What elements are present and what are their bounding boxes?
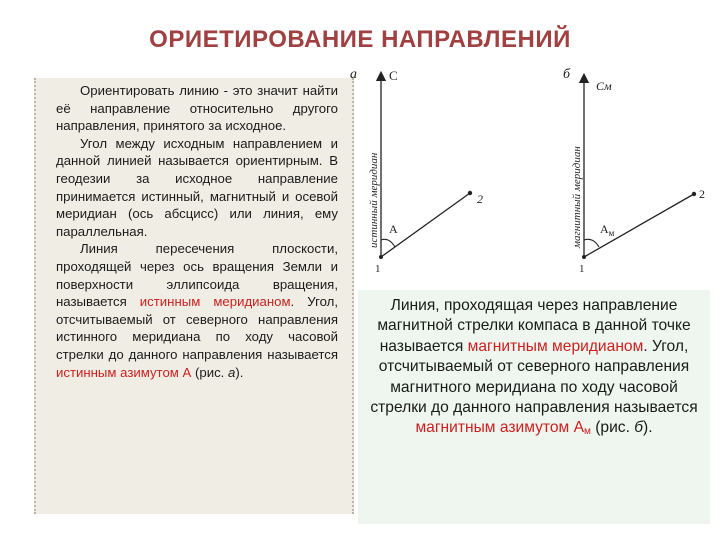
point-2-b xyxy=(692,192,696,196)
angle-label-a: А xyxy=(389,222,398,236)
paragraph-true-meridian xyxy=(56,240,338,381)
figure-letter-b: б xyxy=(563,67,571,82)
meridian-label-a: истинный меридиан xyxy=(368,152,380,248)
text-span: . Угол, отсчитываемый от северного направления магнитного меридиана по ходу часовой стрелки до данного направления называется xyxy=(370,337,698,417)
azimuth-arc-a xyxy=(381,239,395,247)
slide-title: ОРИЕТИРОВАНИЕ НАПРАВЛЕНИЙ xyxy=(149,26,571,53)
point-label-1-a: 1 xyxy=(375,263,381,275)
text-span: . Угол, отсчитываемый от северного направления истинного меридиана по ходу часовой стрелки до данного направления называется xyxy=(56,294,338,362)
point-2-a xyxy=(468,191,472,195)
text-span: (рис. xyxy=(191,364,228,380)
point-label-2-b: 2 xyxy=(699,187,705,201)
point-label-1-b: 1 xyxy=(579,263,585,275)
paragraph-orienting-angle: Угол между исходным направлением и данной линией называется ориентирным. В геодезии за исходное направление принимается истинный, магнитный и осевой меридиан (ось абсцисс) или линия, ему параллельная. xyxy=(56,135,338,239)
right-text xyxy=(364,296,704,443)
text-span: ). xyxy=(643,419,653,437)
text-span: Линия, проходящая через направление магнитной стрелки компаса в данной точке называется xyxy=(377,297,691,355)
term-true-meridian: истинным меридианом xyxy=(139,294,291,310)
term-true-azimuth: истинным азимутом А xyxy=(56,364,192,380)
term-magnetic-meridian: магнитным меридианом xyxy=(467,337,644,355)
north-label-a: С xyxy=(389,68,398,83)
azimuth-arc-b xyxy=(584,239,599,247)
figure-ref-b: б xyxy=(634,419,644,437)
left-text xyxy=(56,82,338,381)
angle-label-b-sub: м xyxy=(608,228,615,238)
term-magnetic-azimuth xyxy=(415,419,590,436)
north-label-b: См xyxy=(596,79,612,93)
point-1-b xyxy=(582,255,586,259)
text-span: ). xyxy=(235,364,244,380)
paragraph-definition: Ориентировать линию - это значит найти её направление относительно другого направления, принятого за исходное. xyxy=(56,83,338,134)
text-span: Линия пересечения плоскости, проходящей через ось вращения Земли и поверхности эллипсоида вращения, называется xyxy=(56,241,338,310)
text-span: (рис. xyxy=(590,419,635,437)
term-magnetic-azimuth-main: магнитным азимутом А xyxy=(415,419,584,437)
angle-label-b xyxy=(600,222,615,238)
figure-b xyxy=(563,67,705,275)
point-1-a xyxy=(379,255,383,259)
figure-ref-a: а xyxy=(228,364,236,380)
term-magnetic-azimuth-sub: м xyxy=(584,426,591,438)
point-label-2-a: 2 xyxy=(477,192,483,206)
angle-label-b-main: А xyxy=(600,222,609,236)
figure-a xyxy=(350,67,483,275)
azimuth-diagram xyxy=(348,62,710,284)
figure-letter-a: а xyxy=(350,67,357,82)
meridian-label-b: магнитный меридиан xyxy=(571,146,583,248)
